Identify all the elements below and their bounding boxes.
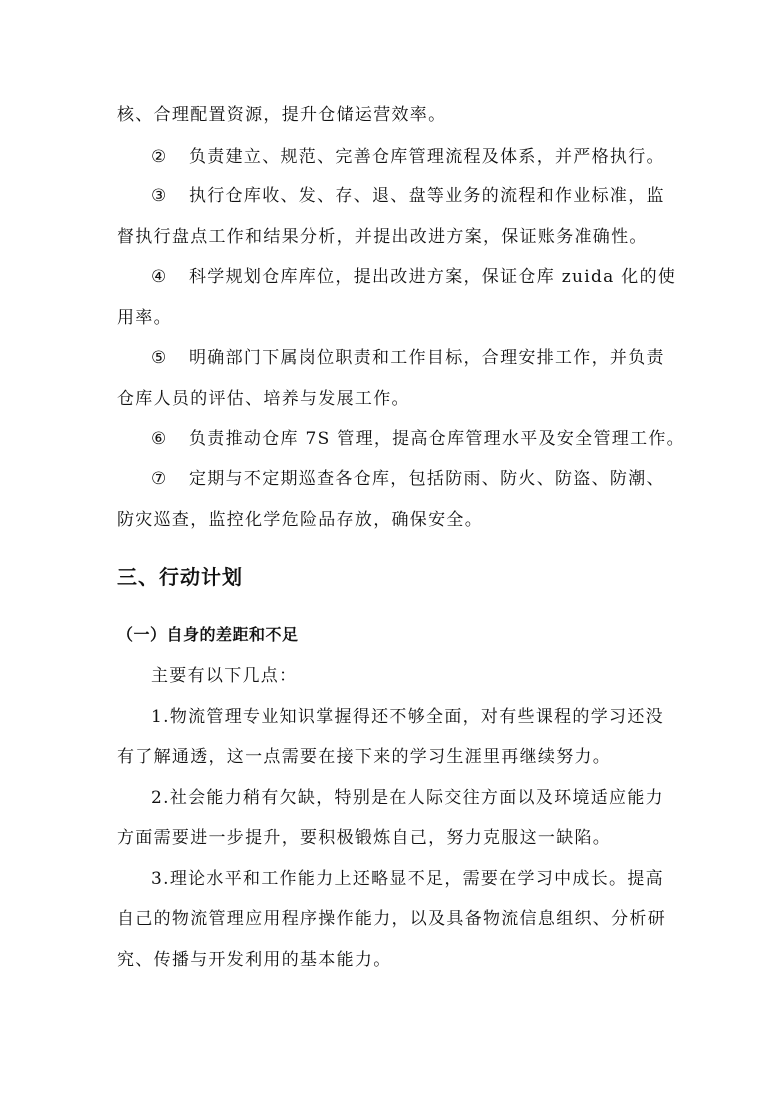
list-number: ⑤ [151,348,168,368]
point-1-line-2: 有了解通透，这一点需要在接下来的学习生涯里再继续努力。 [117,747,612,767]
list-item-3 [151,184,665,208]
list-item-7 [151,467,665,491]
list-text: 明确部门下属岗位职责和工作目标，合理安排工作，并负责 [189,348,665,368]
point-1-line-1: 1.物流管理专业知识掌握得还不够全面，对有些课程的学习还没 [151,707,664,727]
intro-paragraph: 主要有以下几点： [151,666,298,686]
list-number: ⑥ [151,429,168,449]
point-2-line-1: 2.社会能力稍有欠缺，特别是在人际交往方面以及环境适应能力 [151,788,664,808]
list-item-5 [151,346,665,370]
list-item-4-continuation: 用率。 [117,308,172,328]
list-item-7-continuation: 防灾巡查，监控化学危险品存放，确保安全。 [117,510,483,530]
list-item-3-continuation: 督执行盘点工作和结果分析，并提出改进方案，保证账务准确性。 [117,227,648,247]
list-text: 执行仓库收、发、存、退、盘等业务的流程和作业标准，监 [189,186,665,206]
list-number: ③ [151,186,168,206]
list-item-5-continuation: 仓库人员的评估、培养与发展工作。 [117,389,410,409]
list-text: 定期与不定期巡查各仓库，包括防雨、防火、防盗、防潮、 [189,469,665,489]
list-item-4 [151,265,676,289]
point-3-line-2: 自己的物流管理应用程序操作能力，以及具备物流信息组织、分析研 [117,909,666,929]
list-item-2 [151,145,665,169]
list-number: ② [151,147,168,167]
list-number: ⑦ [151,469,168,489]
list-number: ④ [151,267,168,287]
point-3-line-1: 3.理论水平和工作能力上还略显不足，需要在学习中成长。提高 [151,869,664,889]
point-3-line-3: 究、传播与开发利用的基本能力。 [117,950,392,970]
subsection-heading: （一）自身的差距和不足 [117,625,299,644]
section-heading: 三、行动计划 [117,565,243,589]
list-text: 科学规划仓库库位，提出改进方案，保证仓库 zuida 化的使 [189,267,677,287]
list-text: 负责推动仓库 7S 管理，提高仓库管理水平及安全管理工作。 [189,429,685,449]
list-item-1-continuation: 核、合理配置资源，提升仓储运营效率。 [117,105,447,125]
list-item-6 [151,427,685,451]
point-2-line-2: 方面需要进一步提升，要积极锻炼自己，努力克服这一缺陷。 [117,828,612,848]
list-text: 负责建立、规范、完善仓库管理流程及体系，并严格执行。 [189,147,665,167]
